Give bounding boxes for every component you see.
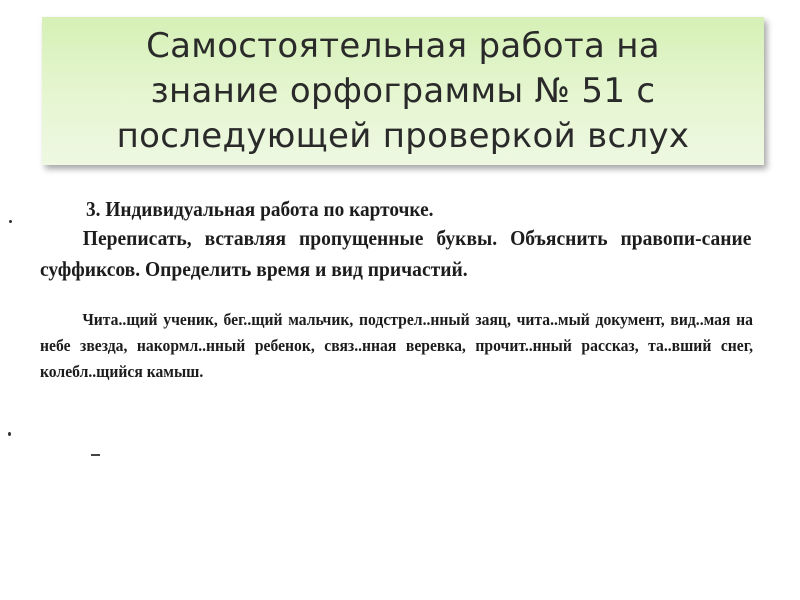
title-banner bbox=[42, 17, 764, 165]
scan-mark bbox=[91, 454, 100, 456]
scan-speck bbox=[9, 220, 12, 223]
task-instruction: Переписать, вставляя пропущенные буквы. Объяснить правопи-сание суффиксов. Определить время и вид причастий. bbox=[40, 226, 752, 281]
scan-speck bbox=[8, 432, 11, 436]
scanned-card bbox=[40, 196, 770, 385]
slide-title: Самостоятельная работа на знание орфограммы № 51 с последующей проверкой вслух bbox=[116, 25, 690, 156]
task-heading: 3. Индивидуальная работа по карточке. bbox=[86, 197, 434, 221]
task-exercise: Чита..щий ученик, бег..щий мальчик, подстрел..нный заяц, чита..мый документ, вид..мая на небе звезда, накормл..нный ребенок, связ..нная веревка, прочит..нный рассказ, та..вший снег, колебл..щийся камыш. bbox=[40, 310, 753, 381]
